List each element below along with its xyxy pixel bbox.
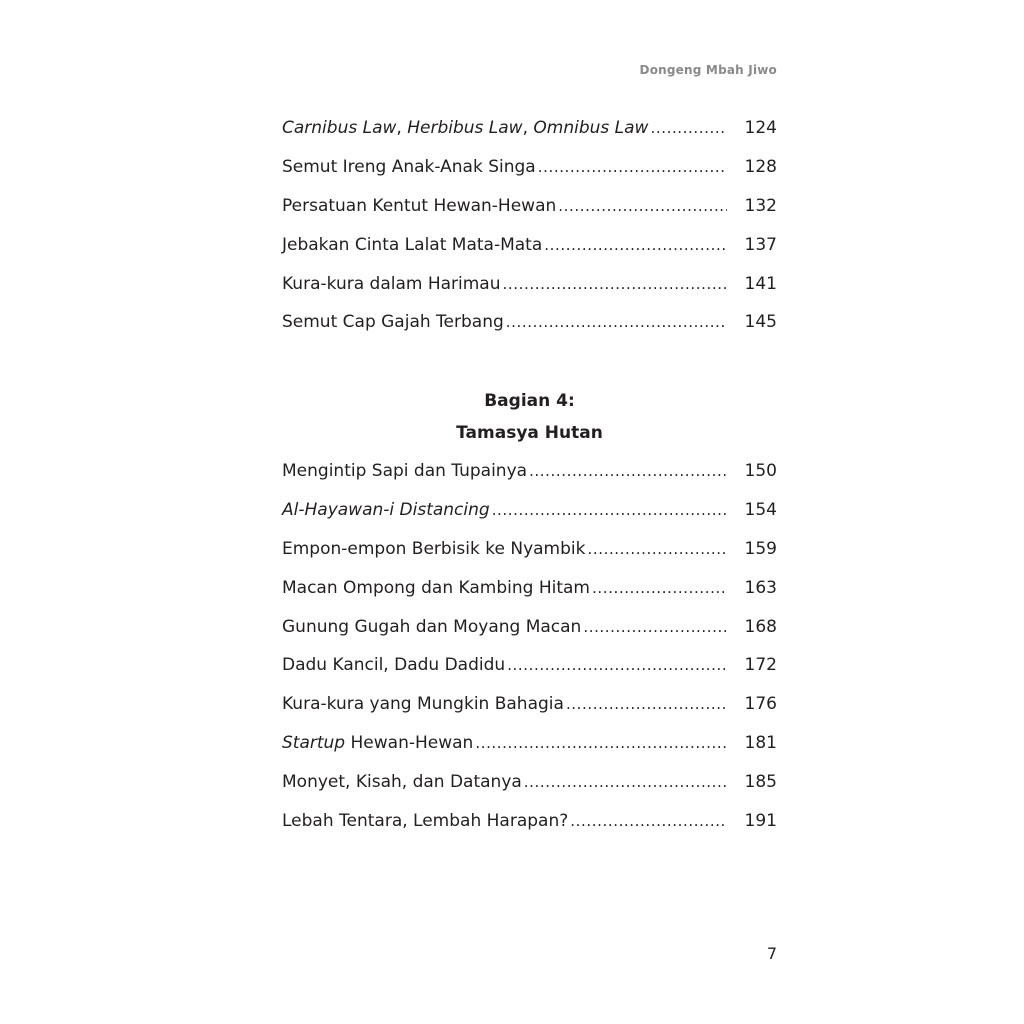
toc-entry-title bbox=[282, 196, 558, 216]
toc-entry-page: 137 bbox=[744, 234, 777, 255]
dot-leader bbox=[650, 118, 727, 138]
toc-entry-title bbox=[282, 655, 507, 675]
toc-entry-title bbox=[282, 539, 587, 559]
toc-entry bbox=[282, 118, 777, 157]
toc-entry-page: 176 bbox=[744, 694, 777, 715]
toc-entry bbox=[282, 539, 777, 578]
dot-leader bbox=[475, 733, 727, 753]
toc-entry-page: 191 bbox=[744, 811, 777, 832]
toc-title-segment: , bbox=[522, 118, 534, 138]
toc-entry bbox=[282, 694, 777, 733]
toc-title-segment: Lebah Tentara, Lembah Harapan? bbox=[282, 811, 569, 832]
toc-entry bbox=[282, 157, 777, 196]
toc-entry bbox=[282, 500, 777, 539]
toc-entry-title bbox=[282, 312, 506, 332]
toc-title-segment: Mengintip Sapi dan Tupainya bbox=[282, 461, 528, 481]
toc-title-segment: Startup bbox=[282, 733, 346, 754]
toc-entry-page: 159 bbox=[744, 538, 777, 559]
toc-entry-title bbox=[282, 235, 544, 255]
toc-title-segment: Semut Ireng Anak-Anak Singa bbox=[282, 156, 536, 177]
running-header: Dongeng Mbah Jiwo bbox=[639, 63, 777, 77]
toc-title-segment: Monyet, Kisah, dan Datanya bbox=[282, 772, 522, 793]
toc-entry bbox=[282, 578, 777, 617]
toc-entry-page: 185 bbox=[744, 772, 777, 793]
dot-leader bbox=[592, 578, 727, 598]
toc-entry bbox=[282, 235, 777, 274]
toc-title-segment: Semut Cap Gajah Terbang bbox=[282, 312, 504, 333]
section-label: Bagian 4: bbox=[484, 391, 575, 411]
toc-entry-page: 141 bbox=[744, 273, 777, 294]
toc-entry-title bbox=[282, 617, 583, 637]
toc-entry bbox=[282, 312, 777, 351]
toc-title-segment: Kura-kura yang Mungkin Bahagia bbox=[282, 694, 564, 715]
toc-title-segment: Jebakan Cinta Lalat Mata-Mata bbox=[282, 234, 543, 255]
toc-title-segment: Macan Ompong dan Kambing Hitam bbox=[282, 577, 590, 598]
toc-title-segment: Carnibus Law bbox=[282, 118, 397, 138]
dot-leader bbox=[506, 312, 727, 332]
toc-entry bbox=[282, 196, 777, 235]
toc-title-segment: Hewan-Hewan bbox=[345, 733, 474, 754]
toc-title-segment: Gunung Gugah dan Moyang Macan bbox=[282, 616, 582, 637]
dot-leader bbox=[492, 500, 727, 520]
dot-leader bbox=[524, 772, 727, 792]
dot-leader bbox=[570, 811, 727, 831]
dot-leader bbox=[587, 539, 727, 559]
dot-leader bbox=[503, 274, 727, 294]
toc-entry-page: 124 bbox=[744, 118, 777, 138]
toc-entry bbox=[282, 811, 777, 850]
toc-title-segment: , bbox=[396, 118, 408, 138]
toc-entry-page: 132 bbox=[744, 195, 777, 216]
dot-leader bbox=[566, 694, 727, 714]
toc-title-segment: Persatuan Kentut Hewan-Hewan bbox=[282, 195, 557, 216]
toc-entry-title bbox=[282, 733, 475, 753]
toc-entry-page: 168 bbox=[744, 616, 777, 637]
dot-leader bbox=[583, 617, 727, 637]
page-number: 7 bbox=[766, 944, 777, 963]
toc-list-a bbox=[282, 118, 777, 351]
dot-leader bbox=[538, 157, 727, 177]
toc-list-b bbox=[282, 461, 777, 850]
toc-title-segment: Omnibus Law bbox=[533, 118, 649, 138]
toc-entry-title bbox=[282, 461, 529, 481]
dot-leader bbox=[507, 655, 727, 675]
toc-entry bbox=[282, 655, 777, 694]
toc-entry bbox=[282, 461, 777, 500]
toc-entry-page: 181 bbox=[744, 733, 777, 754]
toc-entry-title bbox=[282, 118, 650, 138]
toc-entry-title bbox=[282, 811, 570, 831]
toc-entry-page: 154 bbox=[744, 499, 777, 520]
toc-entry-title bbox=[282, 772, 524, 792]
toc-entry-title bbox=[282, 274, 503, 294]
toc-title-segment: Al-Hayawan-i Distancing bbox=[282, 499, 490, 520]
toc-entry-page: 172 bbox=[744, 655, 777, 676]
toc-entry bbox=[282, 733, 777, 772]
toc-entry bbox=[282, 617, 777, 656]
toc-title-segment: Herbibus Law bbox=[407, 118, 523, 138]
toc-group-a bbox=[282, 118, 777, 351]
toc-entry-title bbox=[282, 157, 538, 177]
toc-entry-title bbox=[282, 694, 566, 714]
toc-entry-page: 145 bbox=[744, 312, 777, 333]
toc-entry-page: 150 bbox=[744, 461, 777, 481]
toc-title-segment: Empon-empon Berbisik ke Nyambik bbox=[282, 538, 586, 559]
toc-entry-title bbox=[282, 500, 492, 520]
toc-group-b bbox=[282, 461, 777, 850]
toc-entry-page: 128 bbox=[744, 156, 777, 177]
section-title: Tamasya Hutan bbox=[456, 423, 603, 443]
dot-leader bbox=[529, 461, 727, 481]
dot-leader bbox=[558, 196, 727, 216]
toc-title-segment: Kura-kura dalam Harimau bbox=[282, 273, 501, 294]
toc-entry bbox=[282, 274, 777, 313]
toc-entry-page: 163 bbox=[744, 577, 777, 598]
toc-entry bbox=[282, 772, 777, 811]
dot-leader bbox=[544, 235, 727, 255]
toc-entry-title bbox=[282, 578, 592, 598]
toc-title-segment: Dadu Kancil, Dadu Dadidu bbox=[282, 655, 506, 676]
